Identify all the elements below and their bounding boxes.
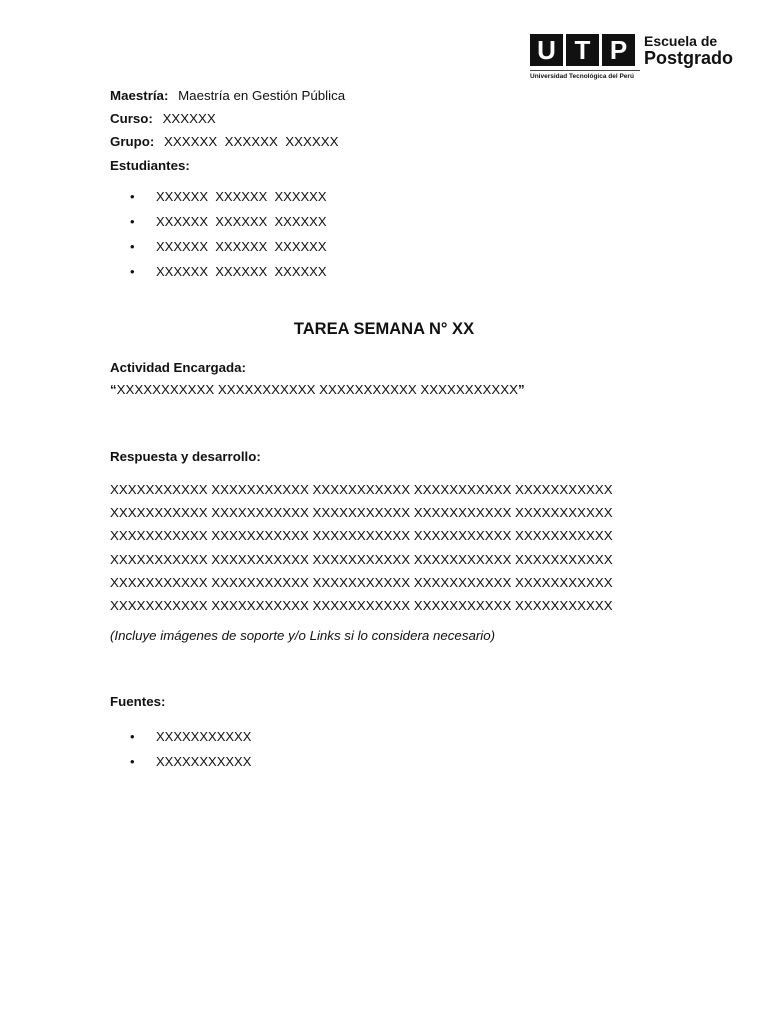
- maestria-value: Maestría en Gestión Pública: [178, 88, 346, 103]
- document-title: TAREA SEMANA N° XX: [293, 320, 475, 338]
- student-name: XXXXXX XXXXXX XXXXXX: [156, 214, 327, 229]
- curso-value: XXXXXX: [162, 111, 216, 127]
- student-name: XXXXXX XXXXXX XXXXXX: [156, 239, 327, 254]
- logo-school-line1: Escuela de: [644, 33, 718, 49]
- meta-grupo: [110, 130, 345, 153]
- logo-school-name: [644, 34, 733, 67]
- student-item: [130, 209, 327, 234]
- bullet-icon: •: [130, 729, 135, 744]
- meta-maestria: [110, 84, 345, 107]
- students-list: [130, 184, 327, 284]
- student-item: [130, 234, 327, 259]
- close-quote: ”: [517, 382, 525, 397]
- source-item: [130, 724, 251, 749]
- sources-label: Fuentes:: [110, 694, 166, 709]
- activity-label: Actividad Encargada:: [110, 360, 246, 375]
- open-quote: “: [110, 382, 117, 397]
- grupo-value: XXXXXX XXXXXX XXXXXX: [164, 134, 339, 150]
- response-line: XXXXXXXXXXX XXXXXXXXXXX XXXXXXXXXXX XXXXXXXXXXX XXXXXXXXXXX: [110, 505, 613, 521]
- grupo-label: Grupo:: [110, 134, 155, 150]
- response-body: [110, 478, 613, 617]
- response-note: (Incluye imágenes de soporte y/o Links si lo considera necesario): [110, 628, 496, 643]
- utp-logo: [530, 30, 740, 86]
- bullet-icon: •: [130, 754, 135, 769]
- student-name: XXXXXX XXXXXX XXXXXX: [156, 189, 327, 204]
- bullet-icon: •: [130, 214, 135, 229]
- bullet-icon: •: [130, 264, 135, 279]
- student-item: [130, 184, 327, 209]
- sources-list: [130, 724, 251, 774]
- student-name: XXXXXX XXXXXX XXXXXX: [156, 264, 327, 279]
- response-line: XXXXXXXXXXX XXXXXXXXXXX XXXXXXXXXXX XXXXXXXXXXX XXXXXXXXXXX: [110, 551, 613, 567]
- response-line: XXXXXXXXXXX XXXXXXXXXXX XXXXXXXXXXX XXXXXXXXXXX XXXXXXXXXXX: [110, 528, 613, 544]
- student-item: [130, 259, 327, 284]
- source-item: [130, 749, 251, 774]
- bullet-icon: •: [130, 189, 135, 204]
- logo-letter-u: U: [530, 34, 563, 66]
- response-label: Respuesta y desarrollo:: [110, 449, 261, 464]
- source-text: XXXXXXXXXXX: [156, 729, 252, 744]
- source-text: XXXXXXXXXXX: [156, 754, 252, 769]
- logo-school-line2: Postgrado: [644, 48, 734, 68]
- meta-estudiantes: [110, 154, 345, 177]
- curso-label: Curso:: [110, 111, 153, 127]
- meta-curso: [110, 107, 345, 130]
- activity-value: XXXXXXXXXXX XXXXXXXXXXX XXXXXXXXXXX XXXXXXXXXXX: [116, 382, 518, 397]
- activity-text: [110, 382, 525, 397]
- logo-letter-boxes: [530, 34, 635, 66]
- response-line: XXXXXXXXXXX XXXXXXXXXXX XXXXXXXXXXX XXXXXXXXXXX XXXXXXXXXXX: [110, 482, 613, 497]
- logo-letter-p: P: [602, 34, 635, 66]
- bullet-icon: •: [130, 239, 135, 254]
- response-line: XXXXXXXXXXX XXXXXXXXXXX XXXXXXXXXXX XXXXXXXXXXX XXXXXXXXXXX: [110, 574, 613, 590]
- document-meta: [110, 84, 345, 177]
- logo-university-name: Universidad Tecnológica del Perú: [530, 70, 640, 80]
- maestria-label: Maestría:: [110, 88, 169, 103]
- estudiantes-label: Estudiantes:: [110, 157, 190, 173]
- logo-letter-t: T: [566, 34, 599, 66]
- response-line: XXXXXXXXXXX XXXXXXXXXXX XXXXXXXXXXX XXXXXXXXXXX XXXXXXXXXXX: [110, 597, 613, 613]
